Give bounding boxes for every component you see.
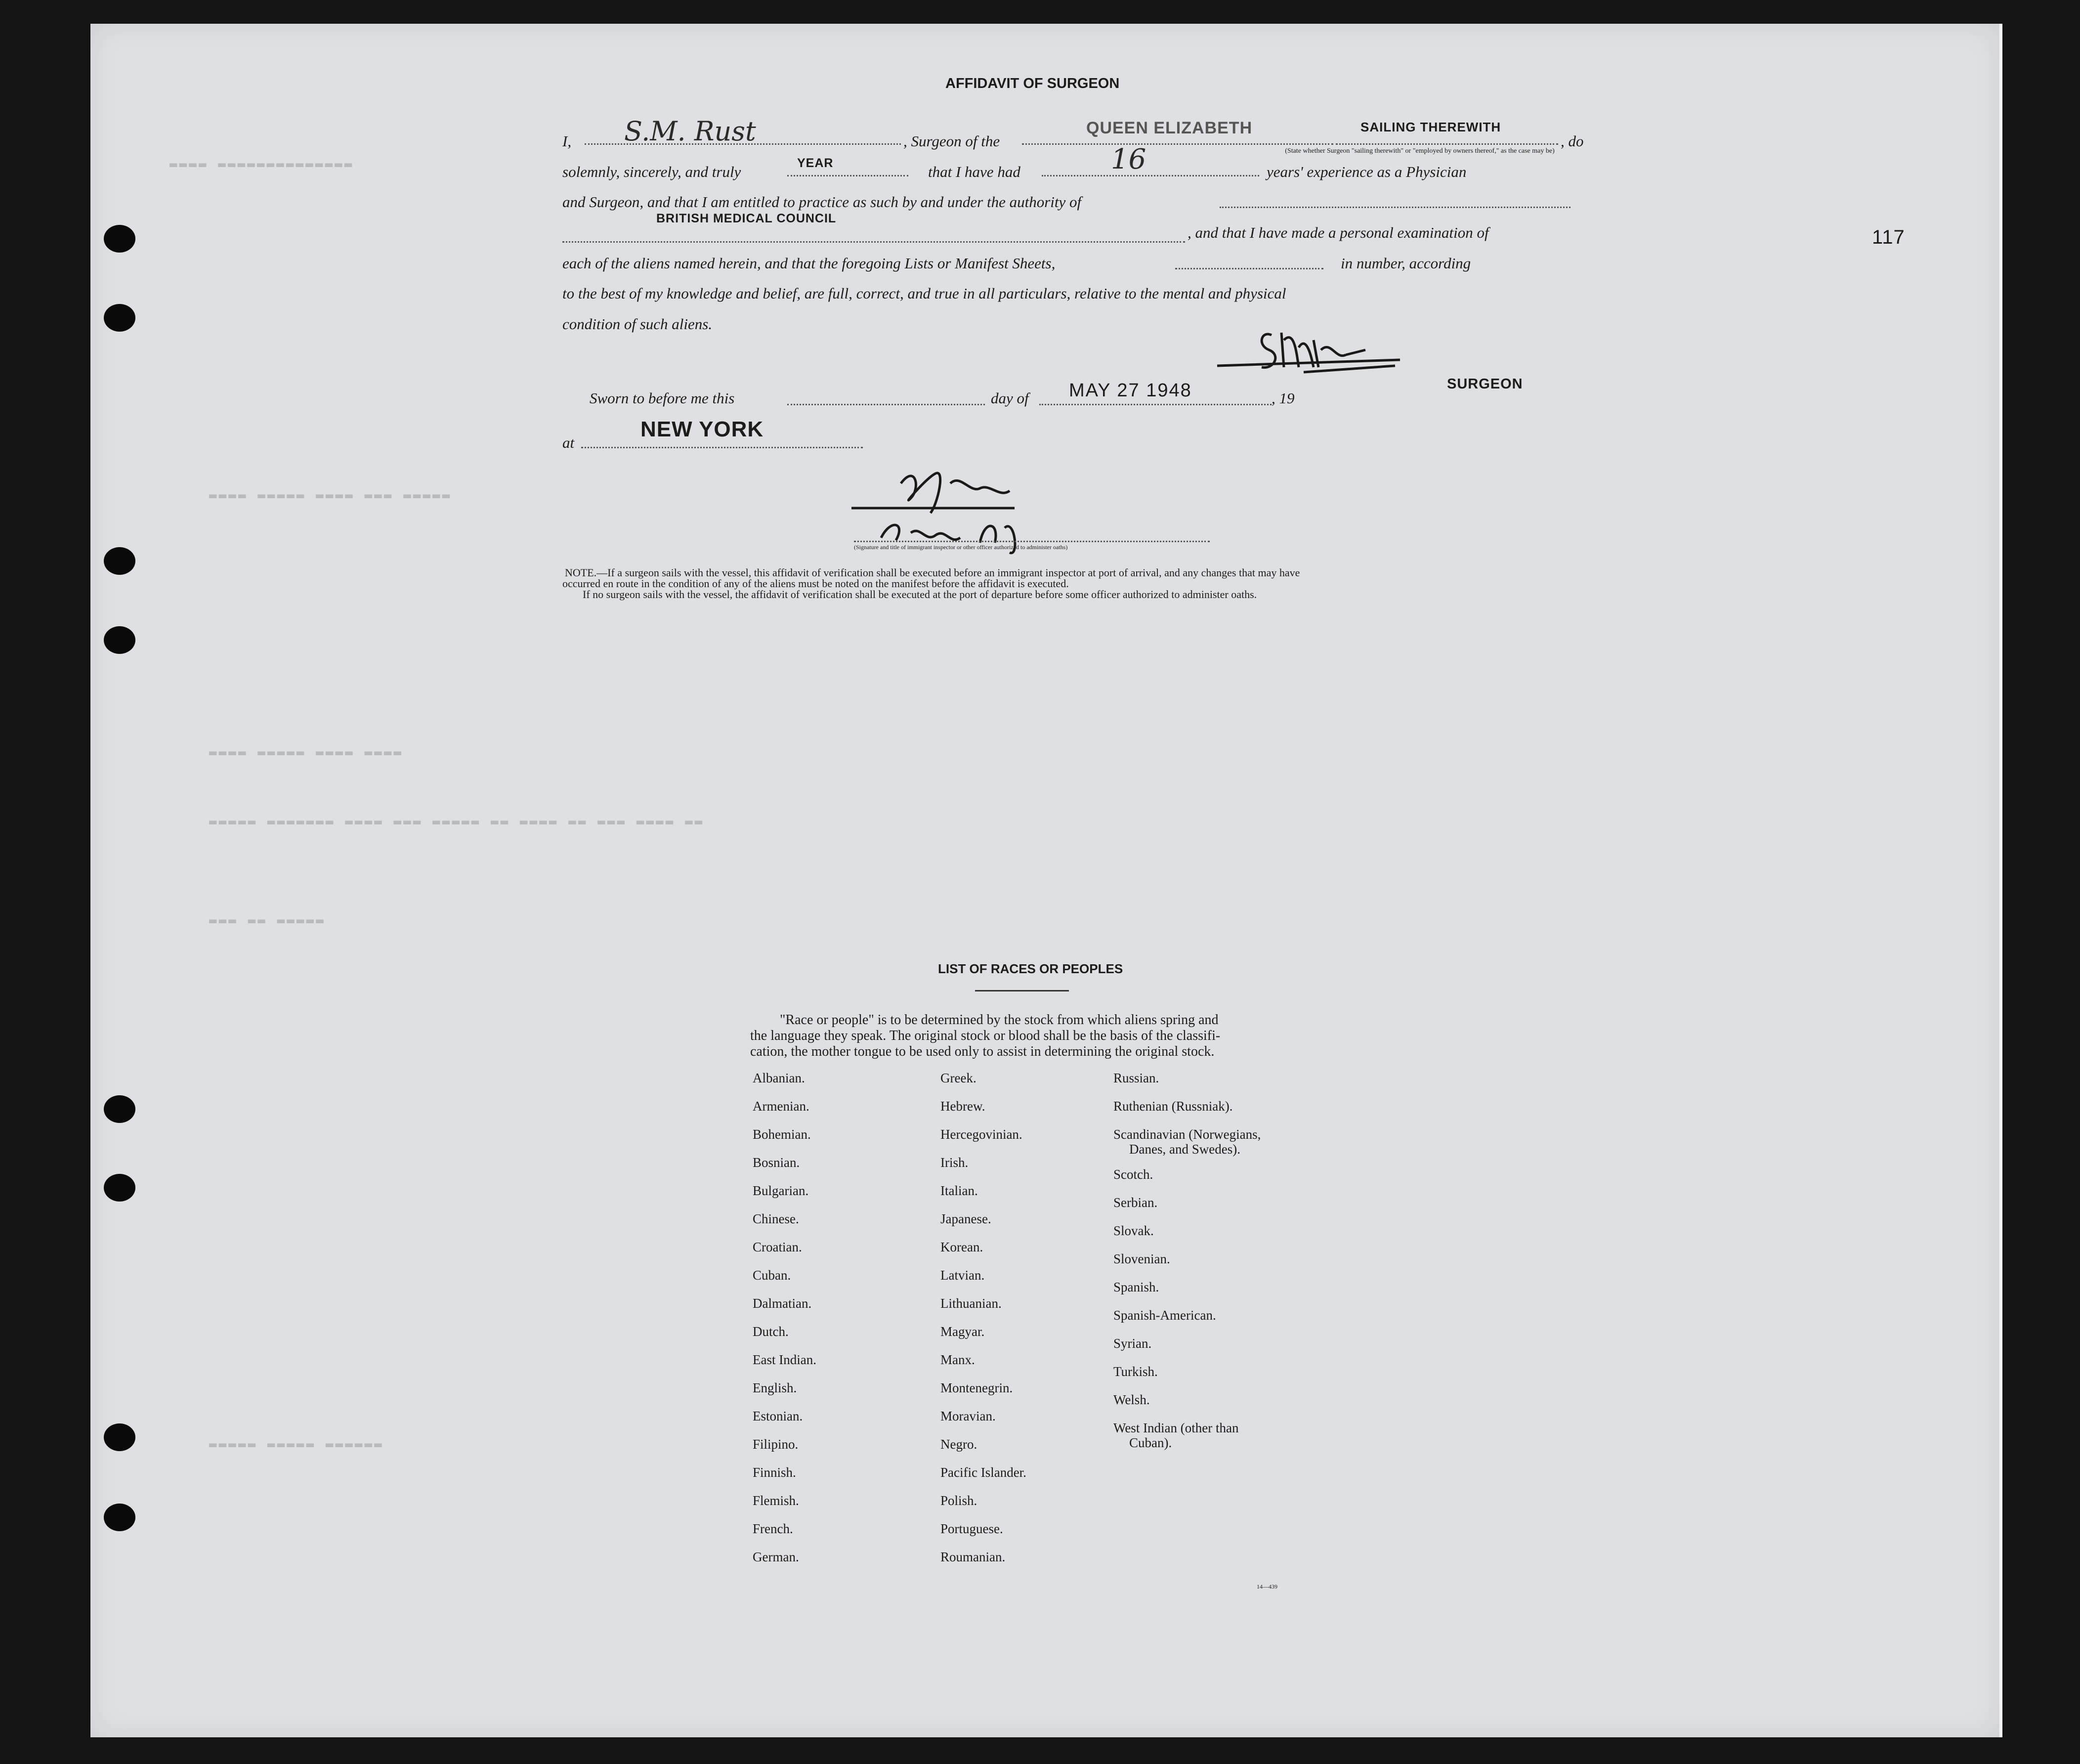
race-item: English. <box>753 1380 797 1395</box>
sheets-count-field <box>1175 252 1323 269</box>
race-item: Hebrew. <box>940 1099 985 1114</box>
years-field <box>1042 143 1259 176</box>
note-line: occurred en route in the condition of any of the aliens must be noted on the manifest before the affidavit is executed. <box>562 577 1069 590</box>
race-item: Italian. <box>940 1183 978 1198</box>
race-item: Korean. <box>940 1240 983 1254</box>
affidavit-text: , 19 <box>1272 389 1295 407</box>
race-item: Latvian. <box>940 1268 985 1283</box>
affidavit-text: in number, according <box>1341 255 1471 272</box>
race-item: Montenegrin. <box>940 1380 1013 1395</box>
affidavit-text: that I have had <box>928 163 1020 180</box>
race-item: Filipino. <box>753 1437 799 1452</box>
race-item: Polish. <box>940 1493 977 1508</box>
punch-hole <box>104 304 135 332</box>
race-item: Spanish-American. <box>1113 1308 1216 1323</box>
sworn-date: MAY 27 1948 <box>1069 380 1192 401</box>
races-intro-line: cation, the mother tongue to be used only to assist in determining the original stock. <box>750 1044 1215 1059</box>
place-field <box>581 414 863 448</box>
bleed-through-text: ▬▬▬▬ ▬▬▬▬▬ ▬▬▬▬ ▬▬▬ ▬▬▬▬▬ <box>209 488 452 503</box>
bleed-through-text: ▬▬▬▬ ▬▬▬▬▬ ▬▬▬▬ ▬▬▬▬ <box>209 745 404 760</box>
race-item: Greek. <box>940 1071 976 1085</box>
race-item: Bosnian. <box>753 1155 800 1170</box>
race-item: Japanese. <box>940 1211 991 1226</box>
race-item: Flemish. <box>753 1493 799 1508</box>
punch-hole <box>104 547 135 575</box>
race-item: Scandinavian (Norwegians, <box>1113 1127 1261 1142</box>
affidavit-text: , do <box>1561 132 1584 150</box>
affidavit-text: each of the aliens named herein, and that the foregoing Lists or Manifest Sheets, <box>562 255 1056 272</box>
ship-name: QUEEN ELIZABETH <box>1086 119 1253 137</box>
races-column-1 <box>753 1064 816 1571</box>
race-item: Russian. <box>1113 1071 1159 1085</box>
races-column-2 <box>940 1064 1026 1571</box>
form-number: 14—439 <box>1257 1583 1277 1590</box>
races-intro-line: the language they speak. The original stock or blood shall be the basis of the classifi- <box>750 1028 1221 1043</box>
punch-hole <box>104 1504 135 1531</box>
punch-hole <box>104 1174 135 1202</box>
affidavit-text: at <box>562 434 575 451</box>
swear-word: YEAR <box>797 156 834 170</box>
sailing-status-field <box>1336 118 1558 145</box>
note-line: If no surgeon sails with the vessel, the affidavit of verification shall be executed at the port of departure before some officer authorized to administer oaths. <box>583 588 1257 601</box>
race-item: Cuban). <box>1129 1435 1172 1450</box>
races-title-rule <box>975 990 1069 991</box>
sworn-date-field <box>1039 377 1272 405</box>
signature-caption: (Signature and title of immigrant inspector or other officer authorized to administer oaths) <box>854 544 1068 551</box>
ship-name-field <box>1022 118 1333 145</box>
race-item: Bulgarian. <box>753 1183 809 1198</box>
inspector-signature-line <box>854 533 1210 542</box>
sailing-status: SAILING THEREWITH <box>1360 120 1501 134</box>
race-item: Croatian. <box>753 1240 802 1254</box>
page-number: 117 <box>1872 226 1905 248</box>
race-item: Roumanian. <box>940 1549 1006 1564</box>
race-item: German. <box>753 1549 799 1564</box>
affidavit-text: and Surgeon, and that I am entitled to practice as such by and under the authority of <box>562 193 1082 211</box>
surgeon-signature <box>1188 320 1405 380</box>
affidavit-text: condition of such aliens. <box>562 315 713 333</box>
affidavit-text: to the best of my knowledge and belief, are full, correct, and true in all particulars, relative to the mental and physical <box>562 285 1286 302</box>
authority-continued-field <box>562 212 1185 243</box>
punch-hole <box>104 1095 135 1123</box>
races-title: LIST OF RACES OR PEOPLES <box>938 961 1123 976</box>
race-item: Danes, and Swedes). <box>1129 1142 1240 1157</box>
race-item: Negro. <box>940 1437 977 1452</box>
race-item: Chinese. <box>753 1211 799 1226</box>
affidavit-text: I, <box>562 132 572 150</box>
race-item: Lithuanian. <box>940 1296 1002 1311</box>
race-item: Ruthenian (Russniak). <box>1113 1099 1233 1114</box>
authority-name: BRITISH MEDICAL COUNCIL <box>656 212 837 225</box>
sworn-day-field <box>787 387 985 405</box>
race-item: Portuguese. <box>940 1521 1003 1536</box>
bleed-through-text: ▬▬▬▬▬ ▬▬▬▬▬ ▬▬▬▬▬▬ <box>209 1437 384 1452</box>
surgeon-name-field <box>585 118 901 145</box>
affidavit-text: , Surgeon of the <box>903 132 1000 150</box>
race-item: Irish. <box>940 1155 969 1170</box>
place-name: NEW YORK <box>640 417 764 441</box>
bleed-through-text: ▬▬▬ ▬▬ ▬▬▬▬▬ <box>209 913 326 928</box>
race-item: Turkish. <box>1113 1364 1158 1379</box>
race-item: West Indian (other than <box>1113 1420 1239 1435</box>
race-item: Dalmatian. <box>753 1296 812 1311</box>
affidavit-text: Sworn to before me this <box>590 389 735 407</box>
race-item: Scotch. <box>1113 1167 1153 1182</box>
punch-hole <box>104 1423 135 1451</box>
surgeon-name: S.M. Rust <box>624 116 756 147</box>
affidavit-title: AFFIDAVIT OF SURGEON <box>945 76 1120 91</box>
races-column-3 <box>1113 1064 1261 1451</box>
race-item: Estonian. <box>753 1409 803 1423</box>
race-item: Slovak. <box>1113 1223 1154 1238</box>
race-item: Dutch. <box>753 1324 789 1339</box>
race-item: Serbian. <box>1113 1195 1158 1210</box>
bleed-through-text: ▬▬▬▬ ▬▬▬▬▬▬▬▬▬▬▬▬▬▬ <box>170 157 354 172</box>
race-item: Syrian. <box>1113 1336 1152 1351</box>
race-item: Pacific Islander. <box>940 1465 1026 1480</box>
races-intro-line: "Race or people" is to be determined by the stock from which aliens spring and <box>780 1012 1219 1028</box>
swear-field <box>787 153 908 176</box>
punch-hole <box>104 626 135 654</box>
race-item: Albanian. <box>753 1071 805 1085</box>
bleed-through-text: ▬▬▬▬▬ ▬▬▬▬▬▬▬ ▬▬▬▬ ▬▬▬ ▬▬▬▬▬ ▬▬ ▬▬▬▬ ▬▬ ▬▬▬ ▬▬▬▬ ▬▬ <box>209 815 705 829</box>
affidavit-text: years' experience as a Physician <box>1267 163 1467 180</box>
race-item: Magyar. <box>940 1324 985 1339</box>
authority-field <box>1220 192 1571 208</box>
race-item: Moravian. <box>940 1409 996 1423</box>
race-item: Welsh. <box>1113 1392 1150 1407</box>
race-item: Finnish. <box>753 1465 796 1480</box>
note-line: NOTE.—If a surgeon sails with the vessel, this affidavit of verification shall be executed before an immigrant inspector at port of arrival, and any changes that may have <box>565 566 1300 579</box>
affidavit-text: , and that I have made a personal examination of <box>1188 224 1489 241</box>
race-item: Hercegovinian. <box>940 1127 1022 1142</box>
race-item: Spanish. <box>1113 1280 1159 1294</box>
affidavit-text: day of <box>991 389 1029 407</box>
punch-hole <box>104 225 135 253</box>
years-count: 16 <box>1111 143 1146 175</box>
race-item: Slovenian. <box>1113 1251 1170 1266</box>
race-item: Bohemian. <box>753 1127 811 1142</box>
surgeon-label: SURGEON <box>1447 376 1523 392</box>
race-item: French. <box>753 1521 793 1536</box>
race-item: Cuban. <box>753 1268 791 1283</box>
affidavit-text: solemnly, sincerely, and truly <box>562 163 741 180</box>
document-page <box>90 24 2002 1737</box>
state-whether-note: (State whether Surgeon "sailing therewith" or "employed by owners thereof," as the case may be) <box>1285 147 1555 155</box>
race-item: Armenian. <box>753 1099 809 1114</box>
race-item: Manx. <box>940 1352 975 1367</box>
race-item: East Indian. <box>753 1352 816 1367</box>
